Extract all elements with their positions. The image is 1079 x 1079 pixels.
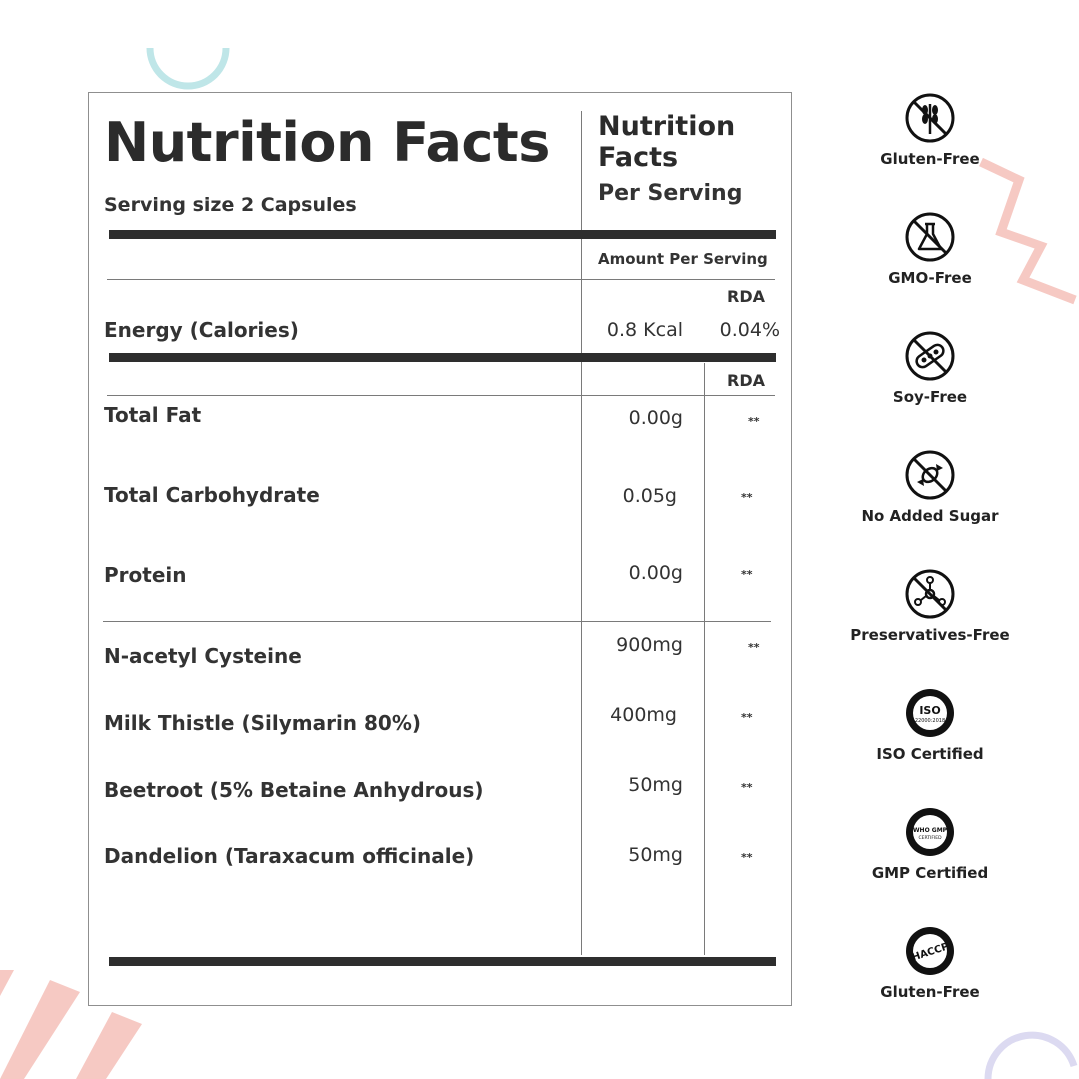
- energy-rda: 0.04%: [719, 319, 780, 341]
- energy-amount: 0.8 Kcal: [606, 319, 683, 341]
- thick-rule-top: [109, 230, 776, 239]
- energy-label: Energy (Calories): [104, 318, 299, 342]
- iso-seal-icon: [904, 687, 956, 739]
- rule-under-macros: [103, 621, 771, 622]
- flask-crossed-icon: [904, 211, 956, 263]
- rda-header-2: RDA: [727, 371, 765, 390]
- badge-label: Gluten-Free: [880, 983, 980, 1001]
- ingredient-label: Beetroot (5% Betaine Anhydrous): [104, 778, 484, 802]
- svg-text:ISO: ISO: [919, 704, 941, 717]
- thick-rule-bottom: [109, 957, 776, 966]
- ingredient-rda: **: [741, 711, 753, 724]
- ingredient-amount: 50mg: [628, 774, 683, 796]
- side-title: Nutrition Facts: [598, 111, 736, 173]
- per-serving-label: Per Serving: [598, 181, 743, 206]
- ingredient-amount: 400mg: [610, 704, 677, 726]
- badge-gluten-free: [840, 92, 1020, 168]
- lavender-arc-decoration: [978, 1010, 1079, 1079]
- ingredient-amount: 900mg: [616, 634, 683, 656]
- candy-crossed-icon: [904, 449, 956, 501]
- macro-rda: **: [748, 415, 760, 428]
- gmp-seal-icon: [904, 806, 956, 858]
- macro-label: Total Fat: [104, 403, 202, 427]
- serving-size: Serving size 2 Capsules: [104, 194, 357, 216]
- badge-soy-free: [840, 330, 1020, 406]
- badge-haccp: [840, 925, 1020, 1001]
- nutrition-facts-panel: [88, 92, 792, 1006]
- badge-preservatives-free: [840, 568, 1020, 644]
- svg-text:HACCP: HACCP: [910, 941, 951, 964]
- macro-rda: **: [741, 568, 753, 581]
- macro-amount: 0.00g: [628, 407, 683, 429]
- wheat-crossed-icon: [904, 92, 956, 144]
- badge-gmp-certified: [840, 806, 1020, 882]
- rda-header: RDA: [727, 287, 765, 306]
- badge-label: Soy-Free: [892, 388, 968, 406]
- macro-amount: 0.00g: [628, 562, 683, 584]
- macro-amount: 0.05g: [622, 485, 677, 507]
- haccp-seal-icon: [904, 925, 956, 977]
- panel-title: Nutrition Facts: [104, 111, 550, 174]
- ingredient-label: Dandelion (Taraxacum officinale): [104, 844, 475, 868]
- svg-text:CERTIFIED: CERTIFIED: [918, 836, 942, 841]
- macro-label: Total Carbohydrate: [104, 483, 320, 507]
- rule-under-header: [107, 279, 775, 280]
- badge-label: GMO-Free: [888, 269, 972, 287]
- ingredient-rda: **: [741, 781, 753, 794]
- rule-under-rda: [107, 395, 775, 396]
- ingredient-rda: **: [741, 851, 753, 864]
- svg-text:WHO GMP: WHO GMP: [912, 827, 948, 834]
- amount-per-serving-header: Amount Per Serving: [598, 250, 768, 268]
- molecule-crossed-icon: [904, 568, 956, 620]
- teal-arc-decoration: [140, 40, 240, 100]
- badge-label: GMP Certified: [871, 864, 989, 882]
- svg-text:22000:2018: 22000:2018: [914, 718, 946, 724]
- column-divider-rda: [704, 363, 705, 955]
- badge-gmo-free: [840, 211, 1020, 287]
- macro-label: Protein: [104, 563, 187, 587]
- soybean-crossed-icon: [904, 330, 956, 382]
- badge-label: Preservatives-Free: [850, 626, 1010, 644]
- badge-no-added-sugar: [840, 449, 1020, 525]
- ingredient-label: Milk Thistle (Silymarin 80%): [104, 711, 422, 735]
- ingredient-label: N-acetyl Cysteine: [104, 644, 302, 668]
- ingredient-amount: 50mg: [628, 844, 683, 866]
- macro-rda: **: [741, 491, 753, 504]
- badge-label: Gluten-Free: [880, 150, 980, 168]
- badge-iso-certified: [840, 687, 1020, 763]
- thick-rule-middle: [109, 353, 776, 362]
- ingredient-rda: **: [748, 641, 760, 654]
- badge-label: ISO Certified: [876, 745, 984, 763]
- badge-label: No Added Sugar: [861, 507, 999, 525]
